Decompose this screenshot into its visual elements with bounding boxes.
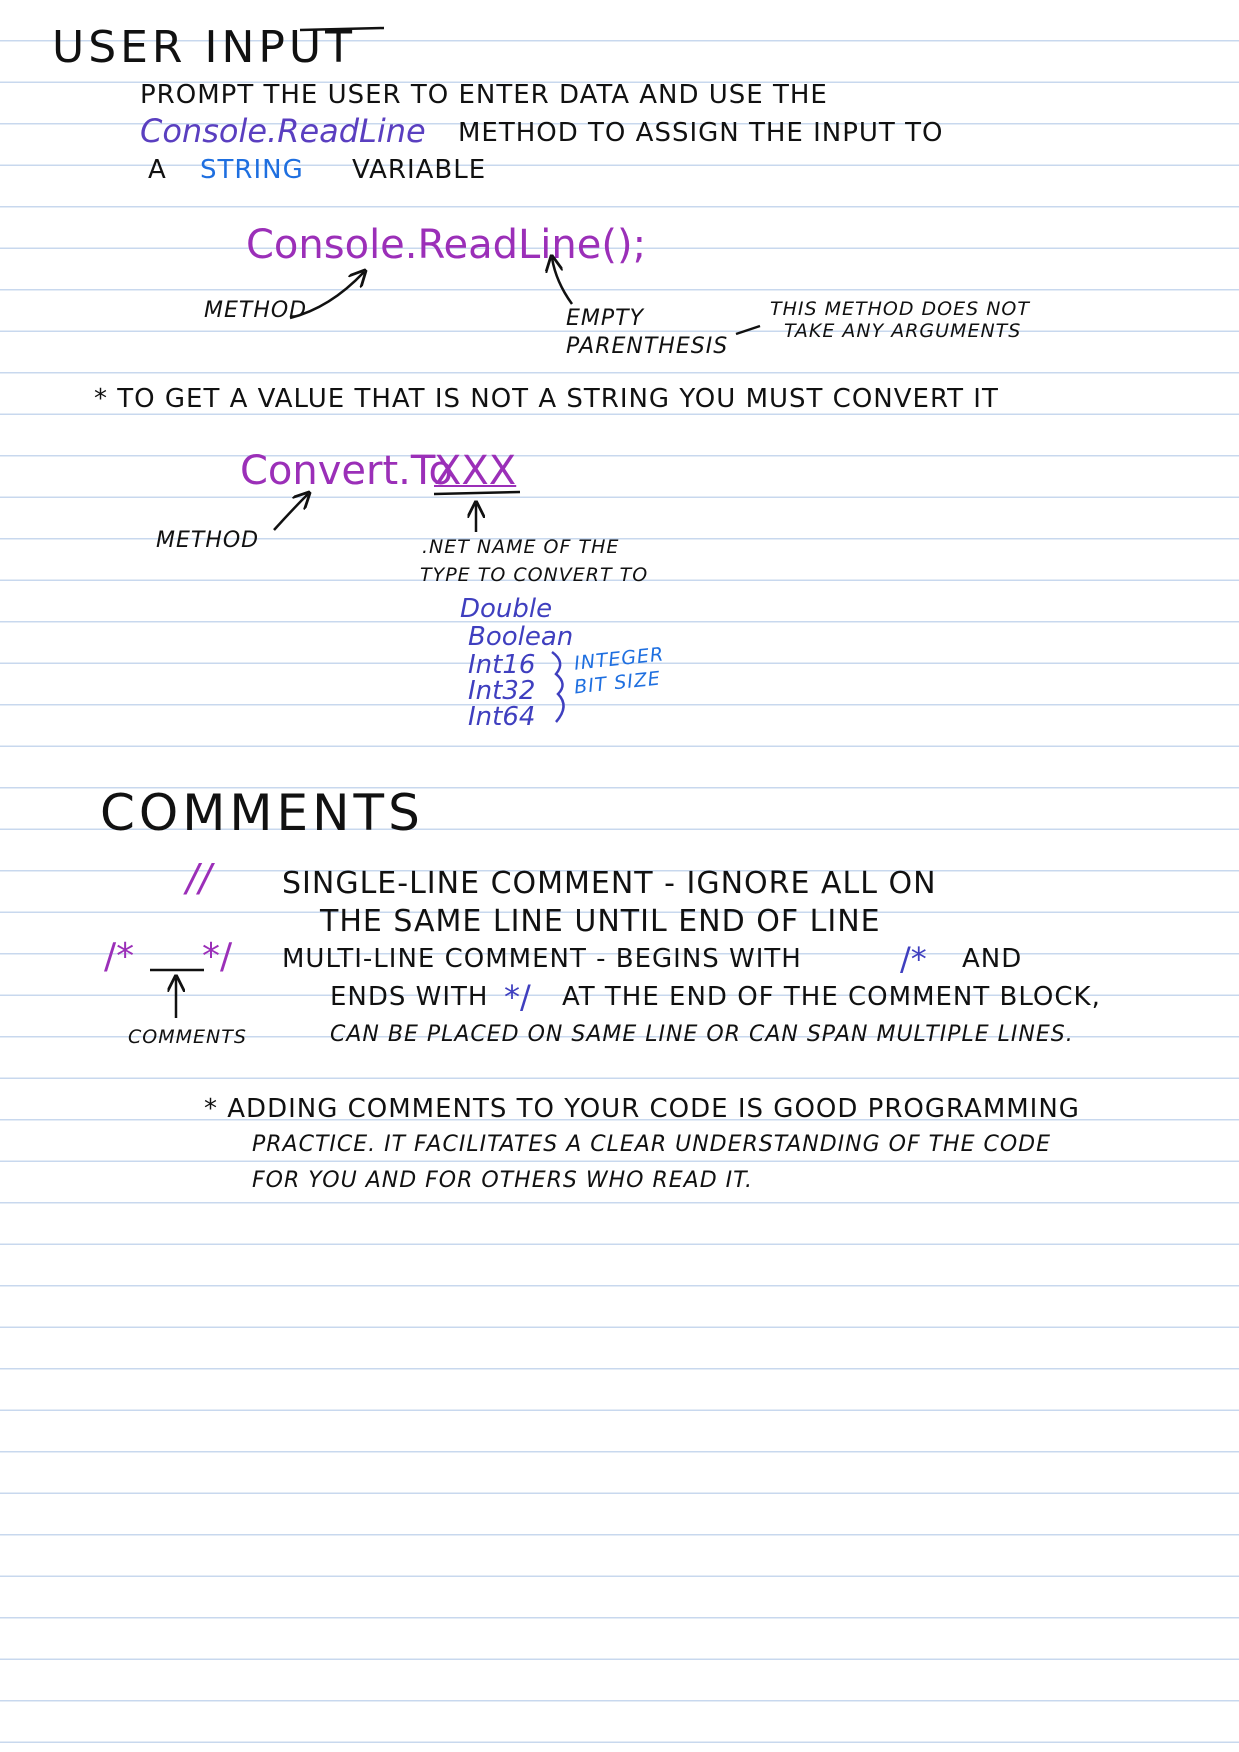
comments-heading: COMMENTS bbox=[100, 784, 424, 842]
type-int16: Int16 bbox=[468, 650, 536, 680]
multi-line-text3: CAN BE PLACED ON SAME LINE OR CAN SPAN MULTIPLE LINES. bbox=[330, 1022, 1074, 1047]
multi-open-inline: /* bbox=[900, 940, 927, 978]
convert-placeholder: XXX bbox=[434, 448, 517, 494]
multi-line-text1: MULTI-LINE COMMENT - BEGINS WITH bbox=[282, 944, 802, 974]
user-input-line3-a: A bbox=[148, 155, 167, 185]
tip-line3: FOR YOU AND FOR OTHERS WHO READ IT. bbox=[252, 1168, 753, 1193]
multi-line-text2b: AT THE END OF THE COMMENT BLOCK, bbox=[562, 982, 1101, 1012]
no-args-line2: TAKE ANY ARGUMENTS bbox=[784, 320, 1022, 342]
user-input-line3-rest: VARIABLE bbox=[352, 155, 487, 185]
string-keyword: STRING bbox=[200, 155, 304, 185]
single-line-symbol: // bbox=[186, 856, 212, 900]
type-double: Double bbox=[460, 594, 553, 624]
single-line-text1: SINGLE-LINE COMMENT - IGNORE ALL ON bbox=[282, 866, 937, 901]
readline-inline-code: Console.ReadLine bbox=[140, 112, 426, 150]
readline-code: Console.ReadLine(); bbox=[246, 222, 647, 268]
user-input-line2: METHOD TO ASSIGN THE INPUT TO bbox=[458, 118, 944, 148]
type-int64: Int64 bbox=[468, 702, 536, 732]
method-label: METHOD bbox=[204, 298, 308, 323]
net-name-line1: .NET NAME OF THE bbox=[422, 536, 620, 558]
integer-label-line1: INTEGER bbox=[573, 643, 666, 675]
multi-line-symbol-close: */ bbox=[202, 936, 233, 977]
type-int32: Int32 bbox=[468, 676, 536, 706]
multi-line-symbol-open: /* bbox=[104, 936, 135, 977]
convert-code: Convert.To bbox=[240, 448, 453, 494]
user-input-heading: USER INPUT bbox=[52, 22, 356, 73]
xxx-baseline bbox=[434, 492, 520, 494]
no-args-line1: THIS METHOD DOES NOT bbox=[770, 298, 1030, 320]
type-boolean: Boolean bbox=[468, 622, 574, 652]
convert-note: * TO GET A VALUE THAT IS NOT A STRING YOU MUST CONVERT IT bbox=[94, 384, 999, 414]
comments-label: COMMENTS bbox=[128, 1026, 247, 1048]
heading-stroke bbox=[300, 28, 384, 30]
multi-and: AND bbox=[962, 944, 1023, 974]
convert-method-arrow bbox=[274, 494, 308, 530]
single-line-text2: THE SAME LINE UNTIL END OF LINE bbox=[320, 904, 881, 939]
multi-line-text2a: ENDS WITH bbox=[330, 982, 489, 1012]
method-arrow bbox=[290, 272, 364, 318]
tip-line1: * ADDING COMMENTS TO YOUR CODE IS GOOD PROGRAMMING bbox=[204, 1094, 1080, 1124]
convert-method-label: METHOD bbox=[156, 528, 260, 553]
tip-line2: PRACTICE. IT FACILITATES A CLEAR UNDERSTANDING OF THE CODE bbox=[252, 1132, 1051, 1157]
multi-close-inline: */ bbox=[504, 978, 531, 1016]
note-dash bbox=[736, 326, 760, 334]
empty-arrow bbox=[552, 258, 572, 304]
user-input-line1: PROMPT THE USER TO ENTER DATA AND USE THE bbox=[140, 80, 828, 110]
integer-label-line2: BIT SIZE bbox=[573, 667, 662, 699]
empty-label-line1: EMPTY bbox=[566, 306, 645, 331]
net-name-line2: TYPE TO CONVERT TO bbox=[420, 564, 649, 586]
empty-label-line2: PARENTHESIS bbox=[566, 334, 729, 359]
integer-brace bbox=[552, 652, 564, 722]
